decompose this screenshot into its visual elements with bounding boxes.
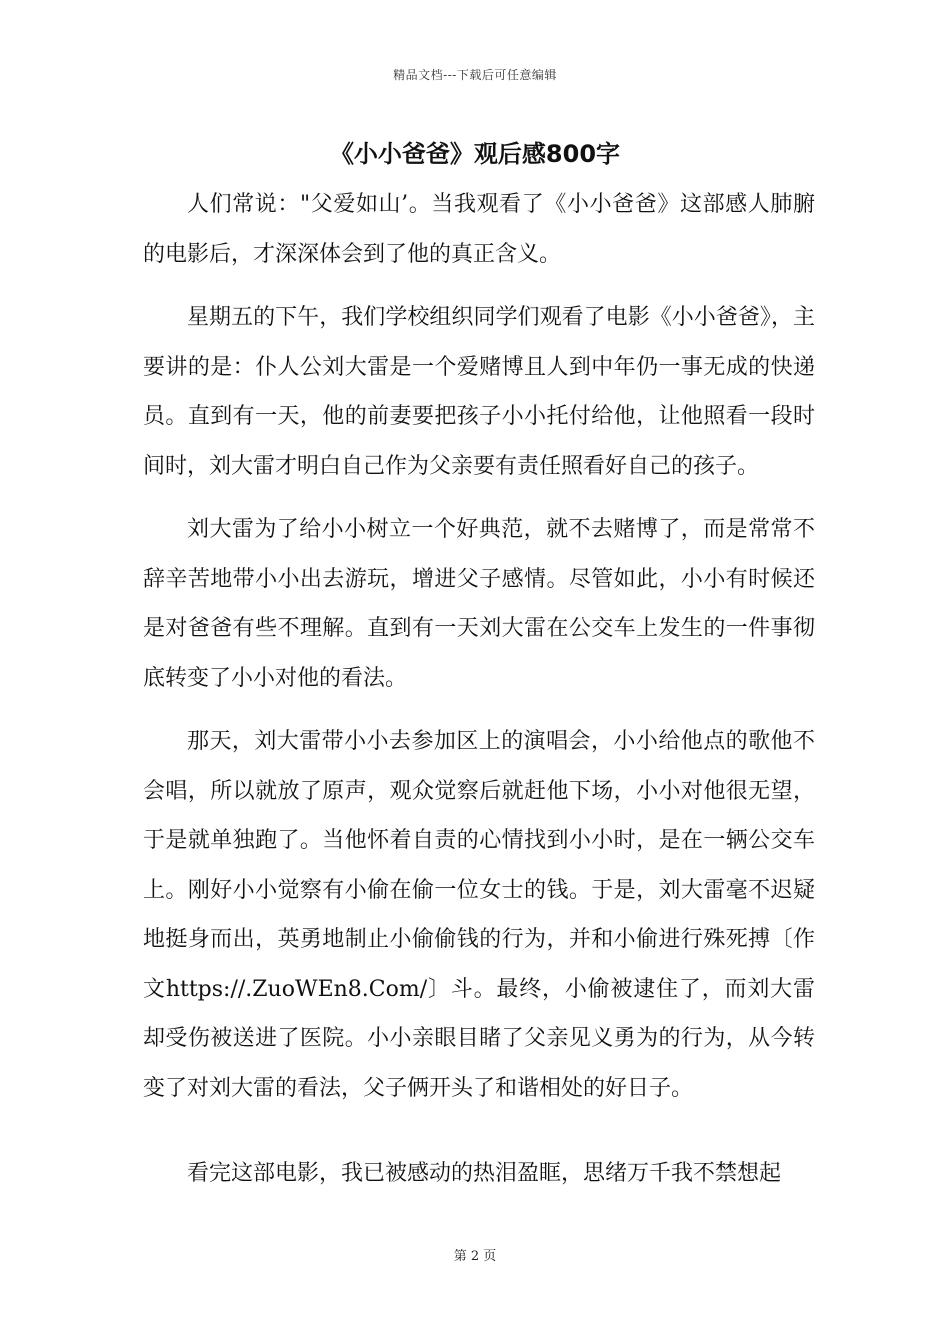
document-body <box>143 180 815 1213</box>
paragraph: 看完这部电影，我已被感动的热泪盈眶，思绪万千我不禁想起 <box>187 1161 782 1186</box>
page-header: 精品文档---下载后可任意编辑 <box>393 68 557 82</box>
page-number: 第 2 页 <box>453 1249 497 1264</box>
paragraph: 刘大雷为了给小小树立一个好典范，就不去赌博了，而是常常不辞辛苦地带小小出去游玩，增进父子感情。尽管如此，小小有时候还是对爸爸有些不理解。直到有一天刘大雷在公交车上发生的一件事彻底转变了小小对他的看法。 <box>143 517 815 691</box>
paragraph: 人们常说："父爱如山’。当我观看了《小小爸爸》这部感人肺腑的电影后，才深深体会到了他的真正含义。 <box>143 192 815 267</box>
paragraph: 星期五的下午，我们学校组织同学们观看了电影《小小爸爸》，主要讲的是：仆人公刘大雷是一个爱赌博且人到中年仍一事无成的快递员。直到有一天，他的前妻要把孩子小小托付给他，让他照看一段时间时，刘大雷才明白自己作为父亲要有责任照看好自己的孩子。 <box>143 305 815 479</box>
document-title: 《小小爸爸》观后感800字 <box>329 140 621 168</box>
paragraph: 那天，刘大雷带小小去参加区上的演唱会，小小给他点的歌他不会唱，所以就放了原声，观众觉察后就赶他下场，小小对他很无望，于是就单独跑了。当他怀着自责的心情找到小小时，是在一辆公交车上。刚好小小觉察有小偷在偷一位女士的钱。于是，刘大雷毫不迟疑地挺身而出，英勇地制止小偷偷钱的行为，并和小偷进行殊死搏〔作文https://.ZuoWEn8.Com/〕斗。最终，小偷被逮住了，而刘大雷却受伤被送进了医院。小小亲眼目睹了父亲见义勇为的行为，从今转变了对刘大雷的看法，父子俩开头了和谐相处的好日子。 <box>143 729 815 1101</box>
